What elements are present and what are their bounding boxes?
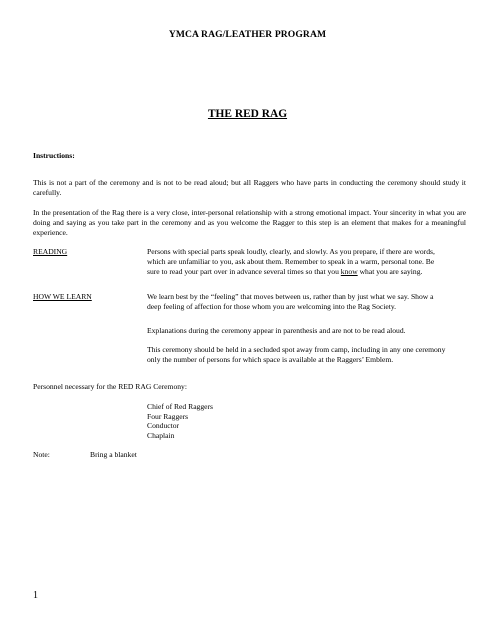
reading-text-part-2: what you are saying. [357, 266, 423, 276]
instructions-heading: Instructions: [33, 151, 75, 160]
how-we-learn-paragraph-3: This ceremony should be held in a secluded spot away from camp, including in any one ceremony only the number of persons for which space is available at the Raggers’ Emblem. [147, 345, 446, 364]
reading-text-part-1: Persons with special parts speak loudly, clearly, and slowly. As you prepare, if there are words, which are unfamiliar to you, ask about them. Remember to speak in a warm, personal tone. Be sure to read your part over in advance several times so that you [147, 247, 435, 276]
personnel-list [147, 402, 213, 440]
how-we-learn-paragraph-1: We learn best by the “feeling” that moves between us, rather than by just what we say. Show a deep feeling of affection for those whom you are welcoming into the Rag Society. [147, 292, 434, 311]
note-text: Bring a blanket [90, 450, 137, 459]
reading-emphasis: know [340, 266, 358, 276]
list-item: Chaplain [147, 430, 175, 440]
page-number: 1 [33, 590, 38, 601]
reading-label: READING [33, 247, 68, 256]
program-header: YMCA RAG/LEATHER PROGRAM [168, 29, 327, 40]
list-item: Four Raggers [147, 411, 189, 421]
list-item: Conductor [147, 421, 180, 430]
instructions-paragraph-2: In the presentation of the Rag there is a very close, inter-personal relationship with a strong emotional impact. Your sincerity in what you are doing and saying as you take part in the ceremony and as you welcome the Ragger to this step is an element that makes for a meaningful experience. [33, 208, 466, 237]
list-item: Chief of Red Raggers [147, 402, 214, 411]
how-we-learn-label: HOW WE LEARN [33, 292, 92, 301]
instructions-paragraph-1: This is not a part of the ceremony and is not to be read aloud; but all Raggers who have parts in conducting the ceremony should study it carefully. [33, 178, 466, 197]
personnel-intro: Personnel necessary for the RED RAG Ceremony: [33, 382, 187, 391]
reading-text [147, 247, 447, 276]
how-we-learn-paragraph-2: Explanations during the ceremony appear in parenthesis and are not to be read aloud. [147, 326, 406, 335]
note-label: Note: [33, 450, 50, 459]
document-title: THE RED RAG [207, 108, 288, 120]
